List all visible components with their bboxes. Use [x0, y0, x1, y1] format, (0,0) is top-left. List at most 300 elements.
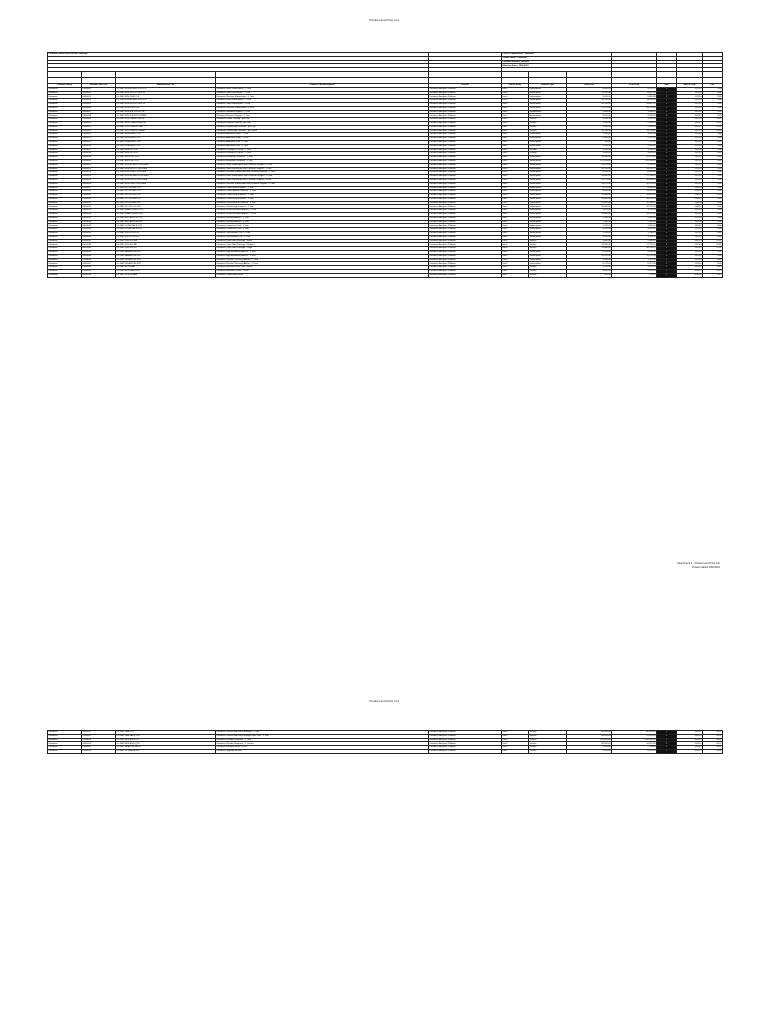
table-cell: DM-0020 — [82, 159, 116, 163]
table-cell: Datameer — [48, 220, 82, 224]
table-cell: 511210 — [677, 144, 703, 148]
table-cell: Each — [502, 194, 529, 198]
table-cell: 52,713.34 — [612, 205, 657, 209]
table-cell: Subscription — [529, 232, 567, 236]
table-cell: Datameer Analytics Platform — [429, 125, 502, 129]
table-cell: Subscription — [529, 102, 567, 106]
table-cell: 511210 — [677, 182, 703, 186]
table-cell: 3,935.24 — [612, 118, 657, 122]
table-cell: Datameer Analytics Platform — [429, 228, 502, 232]
table-cell: Each — [502, 178, 529, 182]
table-cell: 5,480.00 — [567, 137, 612, 141]
table-cell: 27,700.42 — [612, 175, 657, 179]
table-cell: 511210 — [677, 110, 703, 114]
table-cell: Datameer Analytics Platform — [429, 178, 502, 182]
table-cell: 511210 — [677, 148, 703, 152]
table-cell: 23,918.90 — [612, 99, 657, 103]
table-cell: Each — [502, 182, 529, 186]
table-cell: 4,600.00 — [567, 270, 612, 274]
table-cell: Datameer Connector Pack - 3 Year — [216, 228, 429, 232]
table-cell: DM-0049 — [82, 270, 116, 274]
table-cell: D307 — [703, 125, 723, 129]
table-cell: 511210 — [677, 251, 703, 255]
table-cell: 47,875.80 — [612, 156, 657, 160]
table-cell: Y — [657, 247, 677, 251]
table-cell: 3,150.00 — [567, 114, 612, 118]
table-cell: Y — [657, 159, 677, 163]
table-cell: 541519 — [677, 243, 703, 247]
table-cell: Datameer Professional Services - per Day — [216, 125, 429, 129]
table-cell: Datameer Gold Subscription with Premium Support - 1 Year — [216, 167, 429, 171]
table-cell: 7030 — [703, 201, 723, 205]
table-cell: DL-DMT-HA-ADDON-3YR — [116, 254, 216, 258]
table-cell: Subscription — [529, 95, 567, 99]
table-cell: 611420 — [677, 273, 703, 277]
table-cell: Datameer Analytics Platform — [429, 171, 502, 175]
table-cell: DL-DMT-USER-ADD-3YR — [116, 144, 216, 148]
table-cell: DL-DMT-RES-ENG-1YR — [116, 738, 216, 742]
table-cell: Each — [502, 266, 529, 270]
table-cell: Y — [657, 734, 677, 738]
table-cell: Datameer Analytics Platform — [429, 209, 502, 213]
table-cell: Y — [657, 731, 677, 735]
table-cell: Subscription — [529, 228, 567, 232]
table-cell: 729.46 — [612, 140, 657, 144]
table-cell: 3,870.00 — [567, 209, 612, 213]
table-cell: Datameer — [48, 262, 82, 266]
table-cell: 7030 — [703, 133, 723, 137]
table-cell: 3,714.50 — [612, 209, 657, 213]
table-cell: Datameer Analytics Platform — [429, 266, 502, 270]
table-cell: Datameer — [48, 273, 82, 277]
table-cell: DM-0031 — [82, 201, 116, 205]
table-cell: Maintenance — [529, 114, 567, 118]
table-cell: Datameer Analytics Platform — [429, 254, 502, 258]
table-cell: 3,311.36 — [612, 258, 657, 262]
table-cell: 30,138.22 — [612, 247, 657, 251]
table-cell: Each — [502, 262, 529, 266]
table-cell: 541519 — [677, 118, 703, 122]
table-cell: D307 — [703, 121, 723, 125]
table-cell: 7030 — [703, 99, 723, 103]
table-cell: 48,900.00 — [567, 731, 612, 735]
table-cell: Datameer Connector Pack - 1 Year — [216, 224, 429, 228]
table-cell: Datameer Analytics Platform — [429, 133, 502, 137]
table-cell: Datameer Analytics Platform — [429, 190, 502, 194]
table-cell: DL-DMT-USER-ADD-1YR — [116, 140, 216, 144]
table-cell: 541519 — [677, 125, 703, 129]
table-cell: Subscription — [529, 251, 567, 255]
table-cell: DM-0006 — [82, 106, 116, 110]
table-cell: Service — [529, 129, 567, 133]
table-cell: Y — [657, 121, 677, 125]
table-cell: Datameer Quick Start Package - Small — [216, 239, 429, 243]
table-cell: 12,310.00 — [567, 91, 612, 95]
table-cell: 518210 — [677, 190, 703, 194]
table-cell: Datameer — [48, 175, 82, 179]
table-cell: Each — [502, 190, 529, 194]
table-cell: 7030 — [703, 186, 723, 190]
table-cell: 511210 — [677, 91, 703, 95]
table-cell: DM-0022 — [82, 167, 116, 171]
table-cell: D307 — [703, 239, 723, 243]
table-cell: Each — [502, 144, 529, 148]
table-cell: Y — [657, 125, 677, 129]
table-cell: 18,255.78 — [612, 197, 657, 201]
table-cell: 1,238.16 — [612, 232, 657, 236]
table-cell: Subscription — [529, 182, 567, 186]
table-cell: Subscription — [529, 163, 567, 167]
table-cell: 18,500.00 — [567, 243, 612, 247]
table-cell: DM-0021 — [82, 163, 116, 167]
table-cell: Each — [502, 133, 529, 137]
table-cell: 1,103.78 — [612, 266, 657, 270]
table-cell: Y — [657, 243, 677, 247]
table-cell: DM-0008 — [82, 114, 116, 118]
table-cell: 32,336.42 — [612, 201, 657, 205]
table-cell: 11,815.40 — [612, 91, 657, 95]
table-cell: DL-DMT-SRV-SILVER-3YR-PREM — [116, 175, 216, 179]
table-cell: 7030 — [703, 224, 723, 228]
table-cell: Each — [502, 156, 529, 160]
table-cell: 2,150.00 — [567, 144, 612, 148]
table-cell: Datameer Analytics Platform — [429, 99, 502, 103]
table-cell: Datameer Analytics Platform — [429, 182, 502, 186]
table-cell: Each — [502, 213, 529, 217]
table-cell: Subscription — [529, 137, 567, 141]
table-cell: Datameer Premium Support - 1 Year — [216, 114, 429, 118]
table-cell: Datameer Quick Start Package - Large — [216, 247, 429, 251]
table-cell: Datameer — [48, 197, 82, 201]
table-cell: 511210 — [677, 213, 703, 217]
table-cell: Datameer High Availability Add-on - 3 Year — [216, 254, 429, 258]
table-cell: DL-DMT-SEC-ADDON-3YR — [116, 220, 216, 224]
table-cell: Datameer Silver Subscription with Premium Support - 3 Year — [216, 175, 429, 179]
table-cell: Subscription — [529, 194, 567, 198]
table-cell: Datameer Cloud Small Instance - 3 Year — [216, 197, 429, 201]
table-cell: 511210 — [677, 254, 703, 258]
table-cell: Y — [657, 224, 677, 228]
table-cell: Datameer — [48, 201, 82, 205]
table-cell: DL-DMT-SRV-SILVER-1YR-STD — [116, 87, 216, 91]
table-cell: 19,020.00 — [567, 197, 612, 201]
table-cell: 7,340.00 — [567, 220, 612, 224]
table-cell: Datameer Platform Health Check — [216, 746, 429, 750]
table-cell: Datameer Analytics Platform — [429, 258, 502, 262]
table-cell: Datameer Analytics Platform — [429, 247, 502, 251]
table-cell: Datameer Analytics Platform — [429, 137, 502, 141]
table-cell: 2,169.18 — [612, 121, 657, 125]
table-cell: Datameer Additional User - 3 Year — [216, 144, 429, 148]
table-cell: DM-0054 — [82, 742, 116, 746]
table-cell: Datameer — [48, 235, 82, 239]
table-cell: Datameer — [48, 178, 82, 182]
table-cell: Subscription — [529, 167, 567, 171]
table-cell: 9,770.00 — [567, 262, 612, 266]
table-cell: 49,880.00 — [567, 156, 612, 160]
table-cell: DM-0026 — [82, 182, 116, 186]
table-cell: DM-0055 — [82, 746, 116, 750]
table-cell: DL-DMT-VIS-PLUS-3YR — [116, 235, 216, 239]
table-cell: 1,720.00 — [567, 224, 612, 228]
table-cell: Each — [502, 201, 529, 205]
table-cell: Y — [657, 110, 677, 114]
table-cell: Datameer Platinum Subscription with Premium Support - 1 Year — [216, 171, 429, 175]
table-cell: Subscription — [529, 262, 567, 266]
table-cell: DL-DMT-TAM-1YR — [116, 731, 216, 735]
table-cell: Y — [657, 148, 677, 152]
table-cell: Y — [657, 140, 677, 144]
table-cell: Datameer Smart Execution Add-on - 3 Year — [216, 213, 429, 217]
table-cell: DL-DMT-CLOUD-SM-1YR — [116, 186, 216, 190]
table-cell: 135,526.80 — [612, 159, 657, 163]
table-cell: DL-DMT-SRV-SUPPORT-1YR — [116, 110, 216, 114]
table-cell: Service — [529, 738, 567, 742]
table-cell: Service — [529, 731, 567, 735]
table-cell: Datameer — [48, 125, 82, 129]
table-cell: DM-0028 — [82, 190, 116, 194]
table-cell: 31,400.00 — [567, 247, 612, 251]
table-cell: Y — [657, 738, 677, 742]
meta-left-cell: Contract Product and Service Offerings — [48, 53, 429, 57]
table-cell: DM-0052 — [82, 734, 116, 738]
column-header: Version — [429, 83, 502, 87]
table-cell: Y — [657, 228, 677, 232]
table-cell: Datameer Gold Subscription with Premium Support - 3 Year — [216, 178, 429, 182]
table-cell: 54,037.00 — [612, 742, 657, 746]
table-cell: DM-0040 — [82, 235, 116, 239]
table-cell: Datameer — [48, 182, 82, 186]
table-cell: Each — [502, 137, 529, 141]
column-header: OBL — [657, 83, 677, 87]
table-cell: Datameer Analytics Platform — [429, 159, 502, 163]
table-cell: Datameer Analytics Platform — [429, 163, 502, 167]
table-cell: DM-0023 — [82, 171, 116, 175]
table-cell: DL-DMT-PS-CONSULT-WEEK — [116, 129, 216, 133]
table-cell: DL-DMT-CLOUD-LG-3YR — [116, 205, 216, 209]
table-cell: Datameer Cloud Large Instance - 1 Year — [216, 194, 429, 198]
table-cell: Datameer Analytics Platform — [429, 270, 502, 274]
table-cell: 11,469.86 — [612, 171, 657, 175]
table-cell: Each — [502, 243, 529, 247]
table-cell: Y — [657, 133, 677, 137]
table-cell: Datameer Professional Services - per Week — [216, 129, 429, 133]
table-cell: 7030 — [703, 232, 723, 236]
table-cell: Each — [502, 746, 529, 750]
column-header: Reseller SKU P/N — [82, 83, 116, 87]
table-cell: 7030 — [703, 102, 723, 106]
table-cell: 2,600.00 — [567, 125, 612, 129]
table-cell: Service — [529, 243, 567, 247]
table-cell: DL-DMT-SRV-PLAT-3YR — [116, 106, 216, 110]
table-cell: 541519 — [677, 247, 703, 251]
table-cell: 1,290.00 — [567, 232, 612, 236]
table-cell: 7030 — [703, 152, 723, 156]
table-cell: Datameer Technical Account Manager Half Time - 1 Year — [216, 734, 429, 738]
table-cell: DL-DMT-CLOUD-MD-3YR — [116, 201, 216, 205]
table-cell: Y — [657, 118, 677, 122]
table-cell: Datameer Cloud Large Instance - 3 Year — [216, 205, 429, 209]
table-cell: Datameer Analytics Platform — [429, 224, 502, 228]
table-cell: Datameer — [48, 738, 82, 742]
table-cell: D307 — [703, 118, 723, 122]
table-cell: Datameer Security Add-on - 1 Year — [216, 216, 429, 220]
table-cell: Datameer — [48, 148, 82, 152]
table-cell: 56,300.00 — [567, 742, 612, 746]
table-cell: Datameer Disaster Recovery Add-on - 1 Year — [216, 258, 429, 262]
table-cell: DM-0035 — [82, 216, 116, 220]
table-cell: Datameer Analytics Platform — [429, 235, 502, 239]
table-cell: 511210 — [677, 156, 703, 160]
table-cell: Subscription — [529, 254, 567, 258]
table-cell: Datameer Analytics Platform — [429, 273, 502, 277]
table-cell: 7030 — [703, 91, 723, 95]
table-cell: Datameer — [48, 99, 82, 103]
table-cell: 511210 — [677, 114, 703, 118]
table-cell: License — [529, 148, 567, 152]
table-cell: Datameer — [48, 205, 82, 209]
table-cell: Datameer Analytics Platform — [429, 152, 502, 156]
table-cell: Subscription — [529, 213, 567, 217]
table-cell: Y — [657, 262, 677, 266]
table-cell: Datameer Analytics Platform — [429, 102, 502, 106]
table-cell: DL-DMT-EDU-SEAT — [116, 266, 216, 270]
table-cell: 10,519.64 — [612, 213, 657, 217]
table-cell: Subscription — [529, 201, 567, 205]
table-cell: Subscription — [529, 87, 567, 91]
table-cell: Datameer Platinum Subscription - 3 Year — [216, 106, 429, 110]
table-cell: Service — [529, 121, 567, 125]
table-cell: DL-DMT-QS-PKG-MD — [116, 243, 216, 247]
table-cell: 518210 — [677, 194, 703, 198]
table-cell: 7030 — [703, 194, 723, 198]
table-cell: Y — [657, 171, 677, 175]
table-cell: Datameer Platinum Subscription - 1 Year — [216, 95, 429, 99]
table-cell: DM-0046 — [82, 258, 116, 262]
table-cell: DM-0013 — [82, 133, 116, 137]
table-cell: 18,601.34 — [612, 194, 657, 198]
table-cell: Datameer Analytics Platform — [429, 87, 502, 91]
table-cell: 511210 — [677, 232, 703, 236]
table-cell: Each — [502, 129, 529, 133]
table-cell: DM-0024 — [82, 175, 116, 179]
table-cell: Y — [657, 137, 677, 141]
table-cell: 46,935.00 — [612, 731, 657, 735]
table-cell: 7030 — [703, 163, 723, 167]
table-cell: DL-DMT-HEALTH-CHECK — [116, 746, 216, 750]
table-cell: Y — [657, 201, 677, 205]
table-cell: DM-0047 — [82, 262, 116, 266]
table-cell: 214,000.00 — [567, 738, 612, 742]
table-cell: 541519 — [677, 749, 703, 753]
meta-right-cell: Vendor Name: Carahsoft — [502, 56, 612, 60]
meta-right-cell: Effective Dates: 2016-2021 — [502, 64, 612, 68]
table-cell: 7030 — [703, 258, 723, 262]
table-cell: 27,215.00 — [567, 106, 612, 110]
table-cell: Datameer — [48, 133, 82, 137]
table-cell: DM-0027 — [82, 186, 116, 190]
table-cell: DM-0051 — [82, 731, 116, 735]
table-cell: Datameer — [48, 167, 82, 171]
table-cell: 518210 — [677, 197, 703, 201]
column-header: GSA Price — [567, 83, 612, 87]
table-cell: 511210 — [677, 258, 703, 262]
table-cell: 8,445.00 — [567, 87, 612, 91]
table-cell: Subscription — [529, 235, 567, 239]
table-cell: Datameer Analytics Platform — [429, 749, 502, 753]
table-cell: DM-0036 — [82, 220, 116, 224]
table-cell: Datameer — [48, 156, 82, 160]
table-cell: 7030 — [703, 251, 723, 255]
table-cell: Y — [657, 220, 677, 224]
table-cell: 7030 — [703, 262, 723, 266]
table-cell: 511210 — [677, 106, 703, 110]
table-cell: Datameer Analytics Platform — [429, 118, 502, 122]
table-cell: Datameer Analytics Platform — [429, 95, 502, 99]
table-cell: Subscription — [529, 175, 567, 179]
table-cell: 7030 — [703, 148, 723, 152]
table-cell: Y — [657, 746, 677, 750]
table-cell: Subscription — [529, 178, 567, 182]
table-cell: Datameer — [48, 746, 82, 750]
table-cell: 7,045.08 — [612, 220, 657, 224]
table-cell: 12,230.00 — [567, 129, 612, 133]
table-cell: Datameer — [48, 209, 82, 213]
table-cell: DL-DMT-QS-PKG-LG — [116, 247, 216, 251]
table-cell: 3,450.00 — [567, 258, 612, 262]
table-cell: 7030 — [703, 178, 723, 182]
table-cell: Each — [502, 742, 529, 746]
table-cell: Y — [657, 216, 677, 220]
table-cell: 511210 — [677, 159, 703, 163]
table-cell: D307 — [703, 731, 723, 735]
table-cell: Datameer Analytics Platform — [429, 114, 502, 118]
table-cell: 7030 — [703, 87, 723, 91]
table-cell: Datameer Education Seat - per Course — [216, 266, 429, 270]
table-cell: Datameer — [48, 87, 82, 91]
table-cell: 511210 — [677, 228, 703, 232]
table-cell: DL-DMT-DR-ADDON-1YR — [116, 258, 216, 262]
table-cell: Datameer Upgrade Service — [216, 749, 429, 753]
table-cell: DL-DMT-SEC-ADDON-1YR — [116, 216, 216, 220]
column-header: Product Type — [529, 83, 567, 87]
table-cell: DL-DMT-SRV-GOLD-1YR-STD — [116, 91, 216, 95]
table-cell: Each — [502, 205, 529, 209]
table-cell: 25,339.00 — [612, 734, 657, 738]
table-cell: D307 — [703, 746, 723, 750]
table-cell: Datameer — [48, 137, 82, 141]
table-cell: 511210 — [677, 178, 703, 182]
table-cell: DL-DMT-RES-ENG-QTR — [116, 742, 216, 746]
table-cell: 5,200.00 — [567, 749, 612, 753]
table-cell: Subscription — [529, 220, 567, 224]
table-cell: Datameer Analytics Platform — [429, 194, 502, 198]
table-cell: 7030 — [703, 228, 723, 232]
table-cell: DM-0015 — [82, 140, 116, 144]
table-cell: DL-DMT-NODE-ADD-1YR — [116, 133, 216, 137]
table-cell: Y — [657, 182, 677, 186]
table-cell: Datameer High Availability Add-on - 1 Year — [216, 251, 429, 255]
table-cell: Datameer Additional Node - 3 Year — [216, 137, 429, 141]
table-cell: DL-DMT-SRV-PLAT-3YR-PREM — [116, 182, 216, 186]
table-cell: 511210 — [677, 95, 703, 99]
table-cell: Datameer — [48, 213, 82, 217]
table-cell: Y — [657, 95, 677, 99]
table-cell: DL-DMT-VIS-PLUS-1YR — [116, 232, 216, 236]
table-cell: 1,650.90 — [612, 224, 657, 228]
table-cell: D307 — [703, 247, 723, 251]
table-cell: Each — [502, 228, 529, 232]
